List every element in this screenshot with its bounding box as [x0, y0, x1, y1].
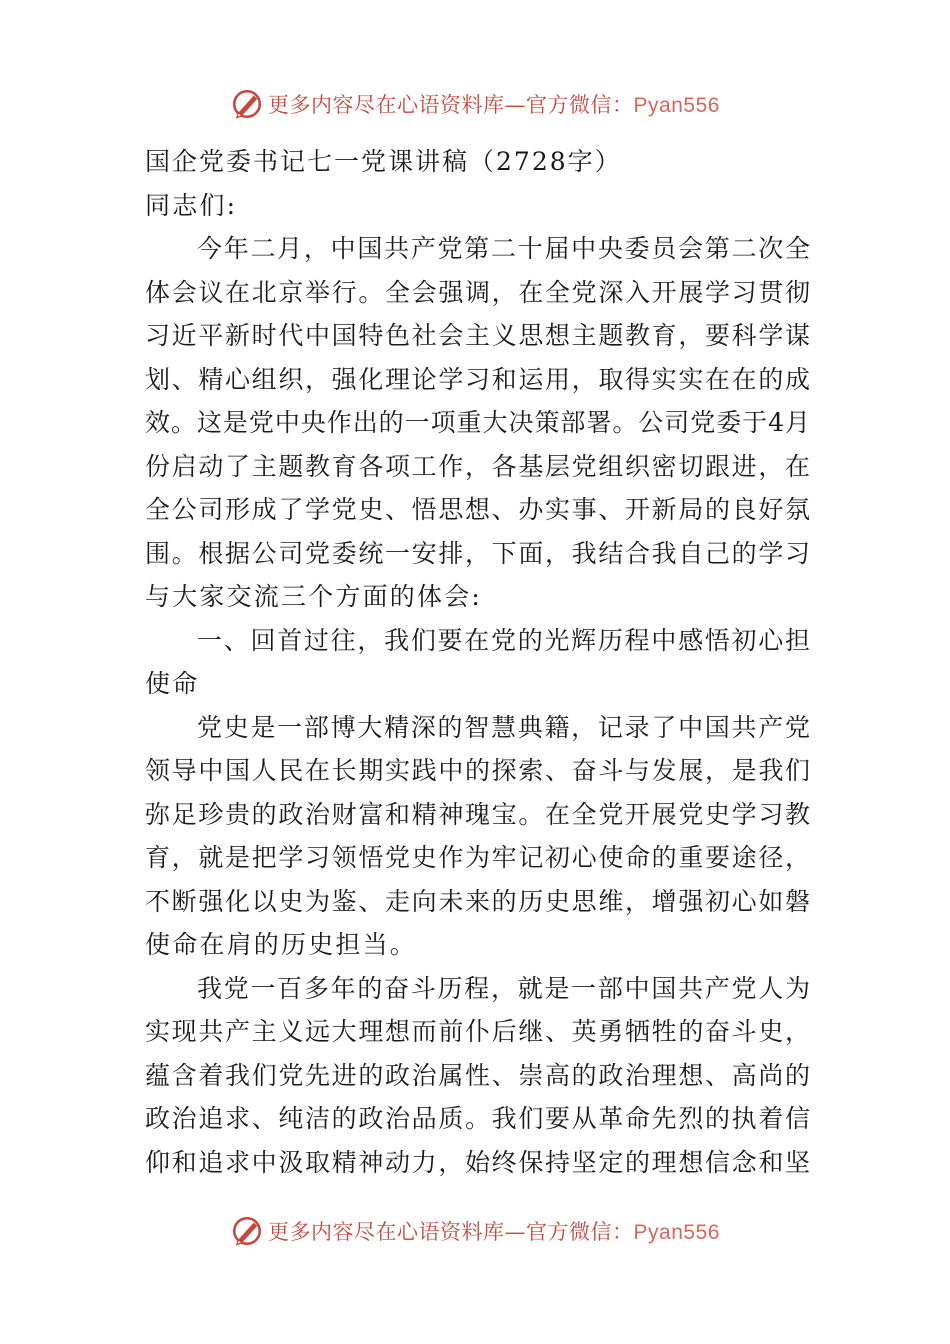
paragraph-line: 今年二月，中国共产党第二十届中央委员会第二次全	[197, 234, 810, 263]
paragraph-line: 政治追求、纯洁的政治品质。我们要从革命先烈的执着信	[145, 1104, 810, 1133]
footer-watermark	[0, 1211, 950, 1251]
salutation: 同志们:	[145, 190, 238, 220]
paragraph-line: 份启动了主题教育各项工作，各基层党组织密切跟进，在	[145, 451, 810, 481]
paragraph-line: 划、精心组织，强化理论学习和运用，取得实实在在的成	[145, 364, 810, 394]
section-heading-line: 使命	[145, 669, 200, 698]
section-heading-line: 一、回首过往，我们要在党的光辉历程中感悟初心担	[197, 625, 810, 655]
paragraph-line: 围。根据公司党委统一安排，下面，我结合我自己的学习	[145, 538, 810, 568]
pen-logo-icon	[230, 87, 264, 121]
paragraph-line: 使命在肩的历史担当。	[145, 930, 418, 959]
pen-logo-icon	[230, 1214, 264, 1248]
paragraph-line: 与大家交流三个方面的体会:	[145, 582, 483, 611]
paragraph-line: 效。这是党中央作出的一项重大决策部署。公司党委于4月	[145, 408, 810, 437]
document-title: 国企党委书记七一党课讲稿（2728字）	[145, 147, 622, 176]
watermark-text: 更多内容尽在心语资料库—官方微信：Pyan556	[268, 93, 720, 117]
paragraph-line: 仰和追求中汲取精神动力，始终保持坚定的理想信念和坚	[145, 1147, 810, 1177]
paragraph-line: 蕴含着我们党先进的政治属性、崇高的政治理想、高尚的	[145, 1060, 810, 1090]
paragraph-line: 全公司形成了学党史、悟思想、办实事、开新局的良好氛	[145, 495, 810, 524]
paragraph-line: 体会议在北京举行。全会强调，在全党深入开展学习贯彻	[145, 277, 810, 307]
paragraph-line: 我党一百多年的奋斗历程，就是一部中国共产党人为	[197, 973, 810, 1003]
paragraph-line: 领导中国人民在长期实践中的探索、奋斗与发展，是我们	[145, 756, 810, 785]
paragraph-line: 不断强化以史为鉴、走向未来的历史思维，增强初心如磐	[145, 886, 810, 916]
header-watermark	[0, 84, 950, 124]
paragraph-line: 实现共产主义远大理想而前仆后继、英勇牺牲的奋斗史，	[145, 1017, 810, 1046]
paragraph-line: 党史是一部博大精深的智慧典籍，记录了中国共产党	[197, 712, 810, 742]
document-body	[145, 140, 810, 1184]
paragraph-line: 习近平新时代中国特色社会主义思想主题教育，要科学谋	[145, 321, 810, 350]
paragraph-line: 弥足珍贵的政治财富和精神瑰宝。在全党开展党史学习教	[145, 799, 810, 829]
watermark-text: 更多内容尽在心语资料库—官方微信：Pyan556	[268, 1220, 720, 1244]
paragraph-line: 育，就是把学习领悟党史作为牢记初心使命的重要途径，	[145, 843, 810, 872]
